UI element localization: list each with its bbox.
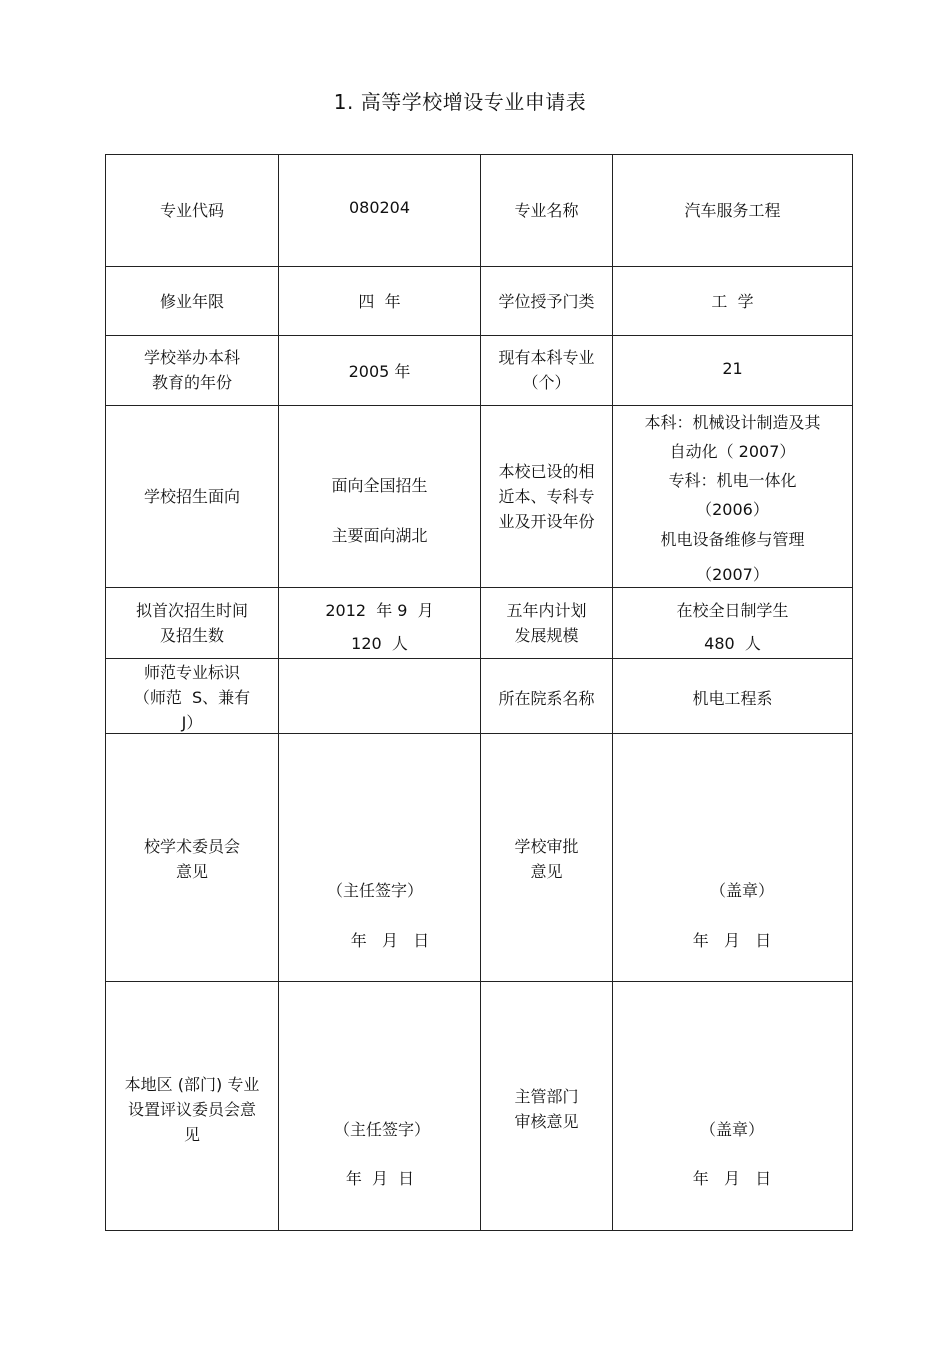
five-year-plan-value-line1: 在校全日制学生 xyxy=(676,601,789,620)
table-border xyxy=(105,266,853,267)
regional-committee-label-line2: 设置评议委员会意 xyxy=(127,1100,256,1119)
undergrad-start-label-line1: 学校举办本科 xyxy=(143,348,240,367)
table-border xyxy=(105,154,853,155)
existing-majors-label-line2: （个） xyxy=(522,373,571,392)
department-label: 所在院系名称 xyxy=(498,689,595,708)
school-approval-date: 年 月 日 xyxy=(692,931,772,950)
major-name-value: 汽车服务工程 xyxy=(684,201,781,220)
normal-major-label-line1: 师范专业标识 xyxy=(143,663,240,682)
first-enrollment-label-line2: 及招生数 xyxy=(159,626,224,645)
table-border xyxy=(105,658,853,659)
table-border xyxy=(278,154,279,1231)
regional-committee-label-line1: 本地区 (部门) 专业 xyxy=(124,1075,260,1094)
academic-committee-date: 年 月 日 xyxy=(350,931,430,950)
normal-major-label-line3: J） xyxy=(181,713,203,732)
normal-major-label-line2: （师范 S、兼有 xyxy=(133,688,251,707)
authority-review-date: 年 月 日 xyxy=(692,1169,772,1188)
first-enrollment-label-line1: 拟首次招生时间 xyxy=(135,601,248,620)
academic-committee-label-line1: 校学术委员会 xyxy=(143,837,240,856)
study-years-value: 四 年 xyxy=(358,292,401,311)
school-approval-seal: （盖章） xyxy=(709,881,774,900)
enrollment-scope-label: 学校招生面向 xyxy=(143,487,240,506)
enrollment-scope-value-line1: 面向全国招生 xyxy=(331,476,428,495)
authority-review-label-line2: 审核意见 xyxy=(514,1112,579,1131)
page-title: 1. 高等学校增设专业申请表 xyxy=(333,90,587,114)
study-years-label: 修业年限 xyxy=(159,292,224,311)
related-majors-line5: 机电设备维修与管理 xyxy=(660,530,805,549)
related-majors-label-line1: 本校已设的相 xyxy=(498,462,595,481)
related-majors-line6: （2007） xyxy=(696,565,769,584)
table-border xyxy=(105,405,853,406)
enrollment-scope-value-line2: 主要面向湖北 xyxy=(331,526,428,545)
five-year-plan-label-line2: 发展规模 xyxy=(514,626,579,645)
related-majors-line3: 专科：机电一体化 xyxy=(668,471,797,490)
academic-committee-signature: （主任签字） xyxy=(326,881,423,900)
table-border xyxy=(105,733,853,734)
undergrad-start-label-line2: 教育的年份 xyxy=(151,373,232,392)
table-border xyxy=(852,154,853,1231)
related-majors-line2: 自动化（ 2007） xyxy=(669,442,796,461)
existing-majors-value: 21 xyxy=(722,359,743,378)
related-majors-label-line3: 业及开设年份 xyxy=(498,512,595,531)
table-border xyxy=(105,981,853,982)
degree-category-label: 学位授予门类 xyxy=(498,292,595,311)
undergrad-start-value: 2005 年 xyxy=(348,362,411,381)
related-majors-line1: 本科：机械设计制造及其 xyxy=(644,413,821,432)
school-approval-label-line2: 意见 xyxy=(530,862,563,881)
existing-majors-label-line1: 现有本科专业 xyxy=(498,348,595,367)
first-enrollment-count: 120 人 xyxy=(351,634,408,653)
authority-review-label-line1: 主管部门 xyxy=(514,1087,579,1106)
major-code-value: 080204 xyxy=(348,198,411,217)
degree-category-value: 工 学 xyxy=(711,292,754,311)
academic-committee-label-line2: 意见 xyxy=(175,862,208,881)
regional-committee-date: 年 月 日 xyxy=(345,1169,415,1188)
major-code-label: 专业代码 xyxy=(159,201,224,220)
school-approval-label-line1: 学校审批 xyxy=(514,837,579,856)
table-border xyxy=(105,1230,853,1231)
authority-review-seal: （盖章） xyxy=(699,1120,764,1139)
five-year-plan-label-line1: 五年内计划 xyxy=(506,601,587,620)
regional-committee-signature: （主任签字） xyxy=(333,1120,430,1139)
table-border xyxy=(105,335,853,336)
related-majors-line4: （2006） xyxy=(696,500,769,519)
first-enrollment-time: 2012 年 9 月 xyxy=(325,601,434,620)
related-majors-label-line2: 近本、专科专 xyxy=(498,487,595,506)
major-name-label: 专业名称 xyxy=(514,201,579,220)
department-value: 机电工程系 xyxy=(692,689,773,708)
table-border xyxy=(105,587,853,588)
regional-committee-label-line3: 见 xyxy=(183,1125,200,1144)
five-year-plan-value-line2: 480 人 xyxy=(704,634,761,653)
